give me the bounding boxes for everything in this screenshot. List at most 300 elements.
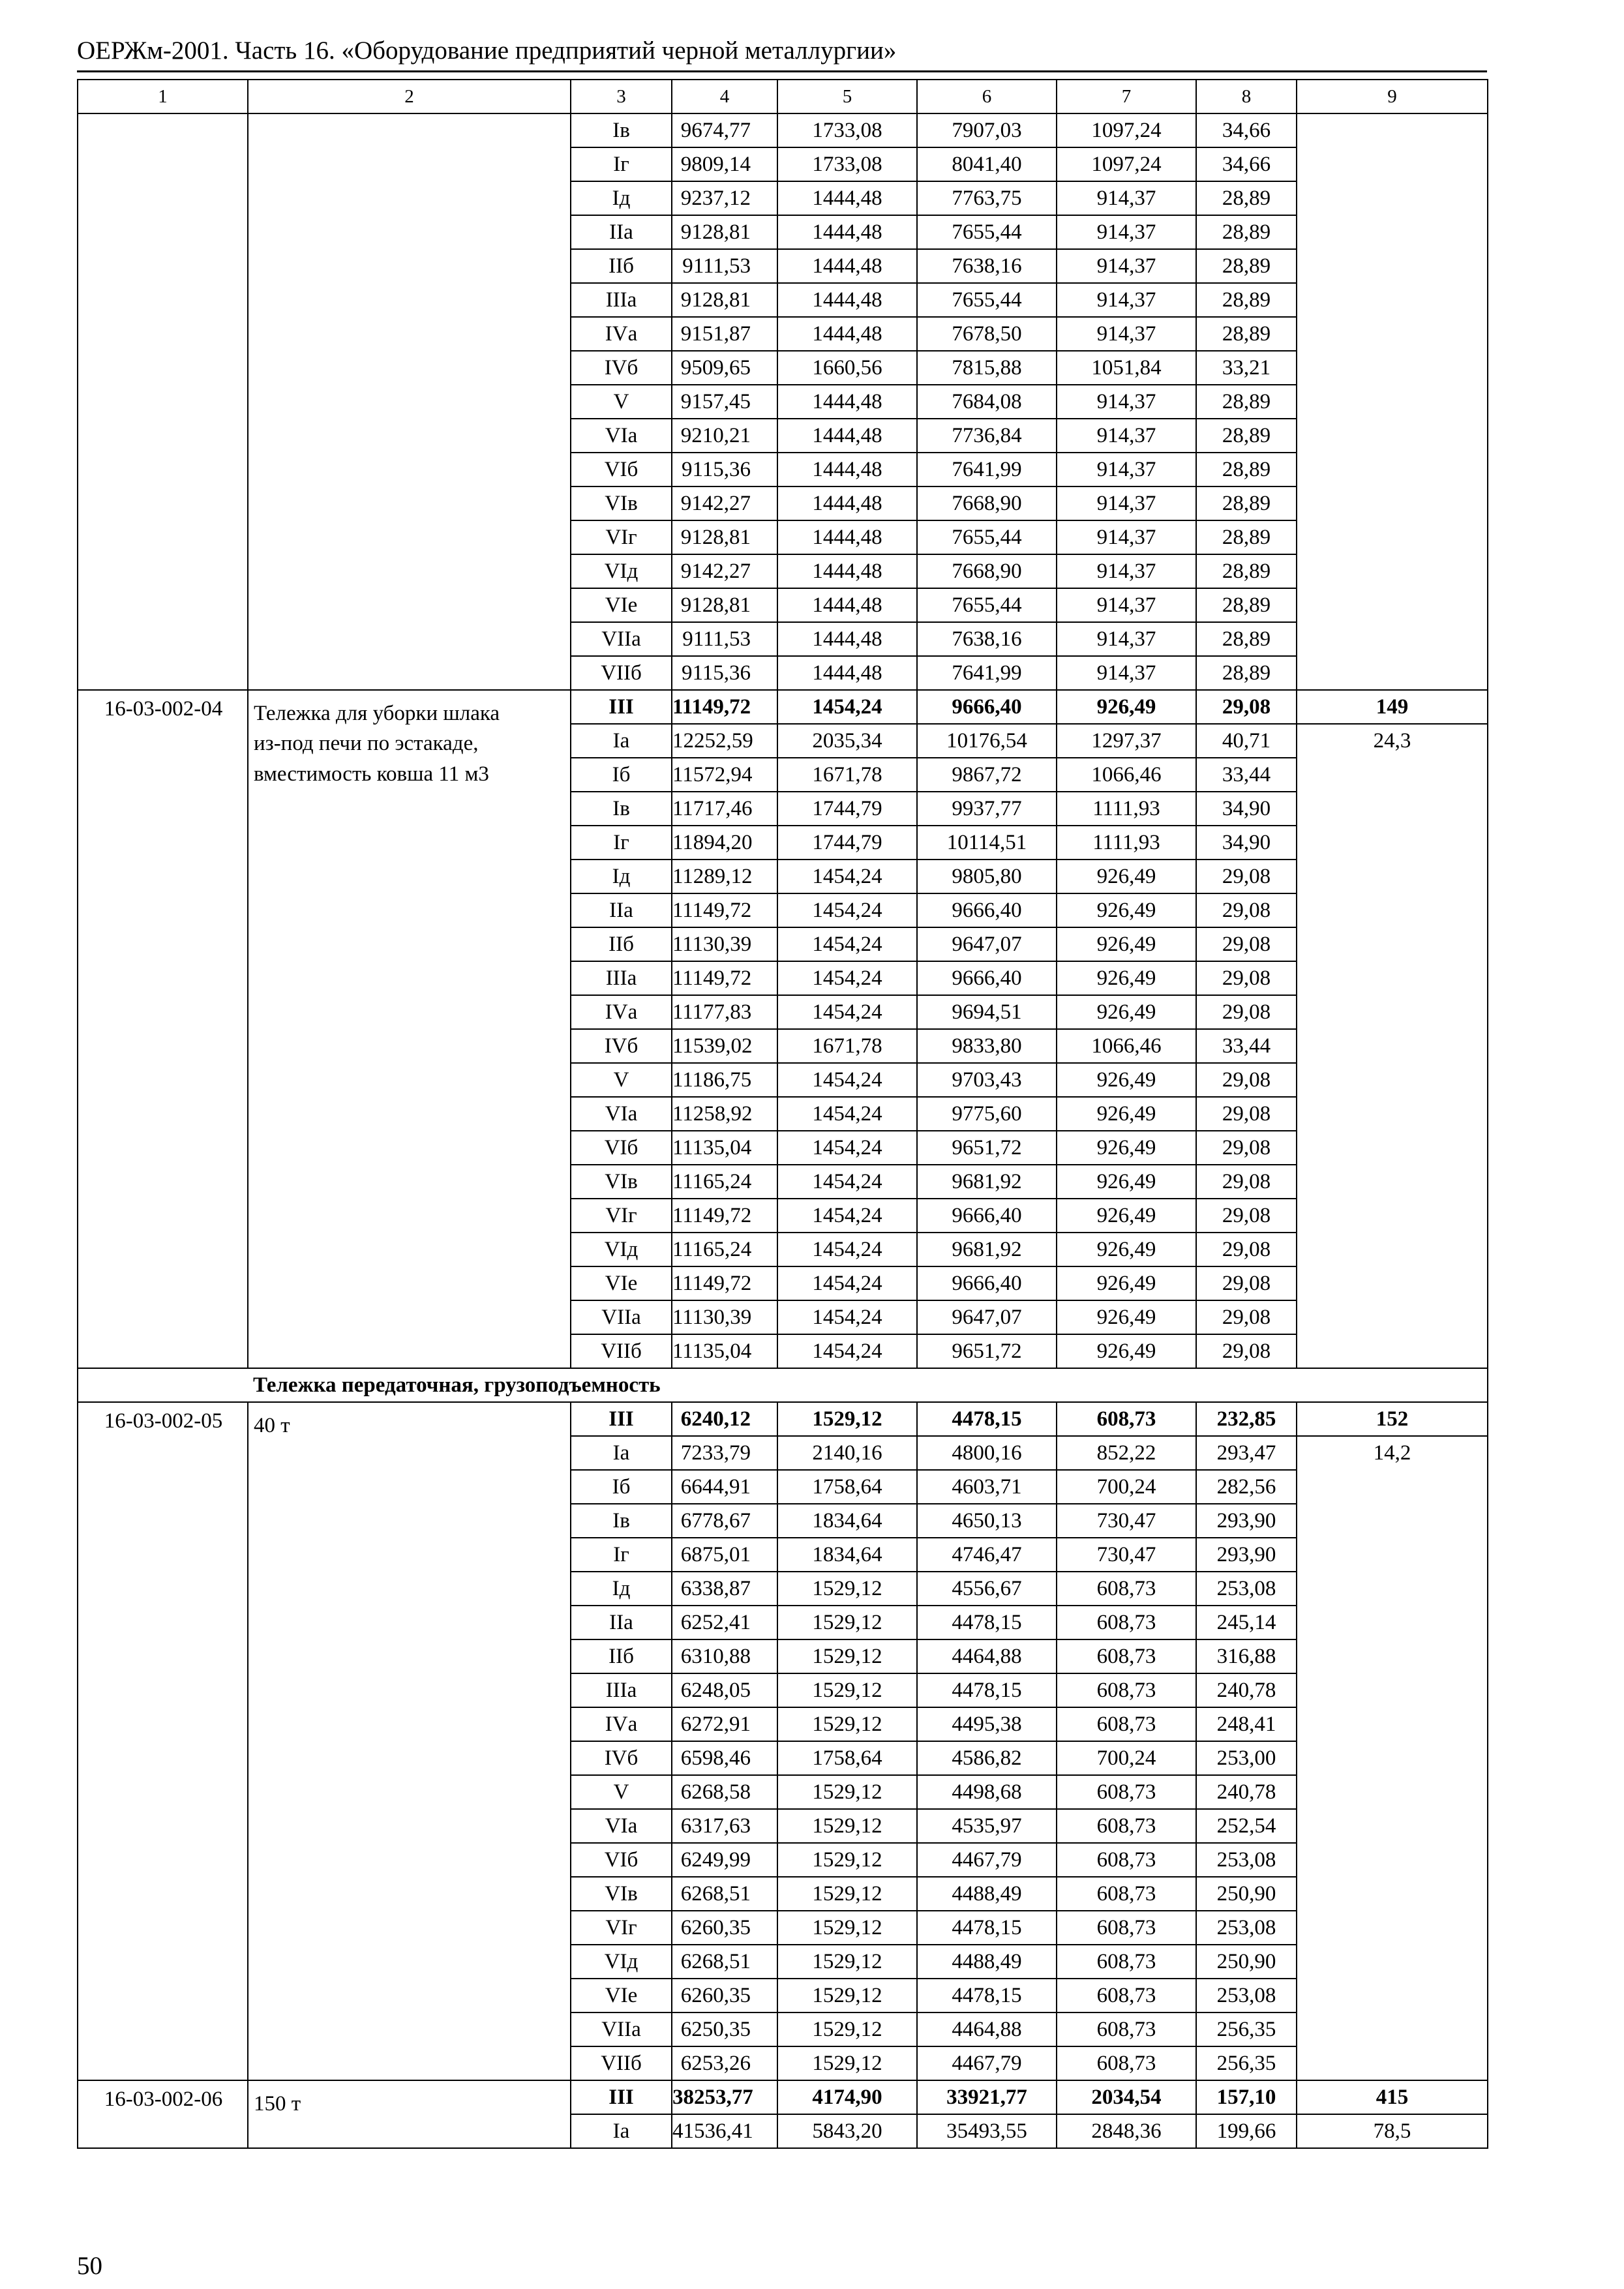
value-cell-c9 bbox=[1297, 961, 1488, 995]
table-row bbox=[78, 2080, 1488, 2114]
value-cell-c4: 9115,36 bbox=[672, 453, 777, 486]
item-description-cell bbox=[248, 1639, 571, 1673]
value-cell-c8: 34,90 bbox=[1196, 792, 1297, 826]
zone-cell: VIIа bbox=[571, 1300, 672, 1334]
value-cell-c9 bbox=[1297, 1979, 1488, 2012]
table-row bbox=[78, 283, 1488, 317]
table-row bbox=[78, 995, 1488, 1029]
value-cell-c4: 6598,46 bbox=[672, 1741, 777, 1775]
item-code-cell bbox=[78, 1199, 248, 1233]
value-cell-c5: 1444,48 bbox=[777, 520, 917, 554]
value-cell-c9 bbox=[1297, 1063, 1488, 1097]
item-code-cell bbox=[78, 656, 248, 690]
item-code-cell bbox=[78, 113, 248, 147]
item-code-cell bbox=[78, 486, 248, 520]
value-cell-c5: 1744,79 bbox=[777, 826, 917, 860]
value-cell-c7: 608,73 bbox=[1057, 1402, 1196, 1436]
value-cell-c7: 700,24 bbox=[1057, 1470, 1196, 1504]
zone-cell: Iа bbox=[571, 724, 672, 758]
value-cell-c4: 11572,94 bbox=[672, 758, 777, 792]
value-cell-c4: 6272,91 bbox=[672, 1707, 777, 1741]
value-cell-c9 bbox=[1297, 1877, 1488, 1911]
value-cell-c5: 1444,48 bbox=[777, 622, 917, 656]
header-rule bbox=[77, 70, 1487, 72]
item-description-cell bbox=[248, 927, 571, 961]
value-cell-c5: 1529,12 bbox=[777, 1877, 917, 1911]
value-cell-c8: 29,08 bbox=[1196, 893, 1297, 927]
value-cell-c4: 9157,45 bbox=[672, 385, 777, 419]
value-cell-c7: 914,37 bbox=[1057, 215, 1196, 249]
value-cell-c8: 34,66 bbox=[1196, 113, 1297, 147]
value-cell-c8: 253,08 bbox=[1196, 1911, 1297, 1945]
value-cell-c9: 415 bbox=[1297, 2080, 1488, 2114]
value-cell-c6: 4478,15 bbox=[917, 1673, 1057, 1707]
value-cell-c6: 4478,15 bbox=[917, 1402, 1057, 1436]
zone-cell: Iд bbox=[571, 181, 672, 215]
zone-cell: VIа bbox=[571, 1809, 672, 1843]
value-cell-c9 bbox=[1297, 486, 1488, 520]
item-description-cell bbox=[248, 1572, 571, 1606]
value-cell-c7: 914,37 bbox=[1057, 249, 1196, 283]
value-cell-c5: 1671,78 bbox=[777, 758, 917, 792]
item-description-cell bbox=[248, 486, 571, 520]
zone-cell: VIа bbox=[571, 1097, 672, 1131]
column-number: 9 bbox=[1297, 80, 1488, 113]
column-number: 8 bbox=[1196, 80, 1297, 113]
value-cell-c7: 914,37 bbox=[1057, 554, 1196, 588]
value-cell-c8: 34,90 bbox=[1196, 826, 1297, 860]
value-cell-c4: 9128,81 bbox=[672, 588, 777, 622]
value-cell-c8: 157,10 bbox=[1196, 2080, 1297, 2114]
value-cell-c7: 1111,93 bbox=[1057, 792, 1196, 826]
value-cell-c6: 9833,80 bbox=[917, 1029, 1057, 1063]
value-cell-c5: 1529,12 bbox=[777, 1809, 917, 1843]
column-numbers-row bbox=[78, 80, 1488, 113]
value-cell-c6: 4467,79 bbox=[917, 2046, 1057, 2080]
value-cell-c5: 1834,64 bbox=[777, 1504, 917, 1538]
value-cell-c8: 250,90 bbox=[1196, 1945, 1297, 1979]
value-cell-c6: 7668,90 bbox=[917, 554, 1057, 588]
value-cell-c8: 29,08 bbox=[1196, 1334, 1297, 1368]
value-cell-c9 bbox=[1297, 1300, 1488, 1334]
value-cell-c9 bbox=[1297, 1504, 1488, 1538]
value-cell-c9 bbox=[1297, 622, 1488, 656]
value-cell-c9 bbox=[1297, 1233, 1488, 1266]
value-cell-c4: 6268,51 bbox=[672, 1877, 777, 1911]
item-code-cell bbox=[78, 1470, 248, 1504]
zone-cell: IIIа bbox=[571, 1673, 672, 1707]
value-cell-c8: 33,44 bbox=[1196, 758, 1297, 792]
value-cell-c6: 7641,99 bbox=[917, 656, 1057, 690]
value-cell-c9 bbox=[1297, 181, 1488, 215]
value-cell-c5: 1529,12 bbox=[777, 1639, 917, 1673]
table-row bbox=[78, 927, 1488, 961]
value-cell-c6: 4464,88 bbox=[917, 2012, 1057, 2046]
value-cell-c8: 293,90 bbox=[1196, 1538, 1297, 1572]
item-description-cell bbox=[248, 385, 571, 419]
item-code-cell bbox=[78, 317, 248, 351]
item-description: 40 т bbox=[254, 1413, 290, 1437]
zone-cell: IIIа bbox=[571, 283, 672, 317]
value-cell-c4: 12252,59 bbox=[672, 724, 777, 758]
item-description-cell bbox=[248, 317, 571, 351]
value-cell-c9 bbox=[1297, 1572, 1488, 1606]
value-cell-c8: 253,08 bbox=[1196, 1572, 1297, 1606]
item-description-cell bbox=[248, 588, 571, 622]
value-cell-c8: 253,00 bbox=[1196, 1741, 1297, 1775]
value-cell-c7: 730,47 bbox=[1057, 1538, 1196, 1572]
item-description-cell bbox=[248, 1775, 571, 1809]
table-row bbox=[78, 1266, 1488, 1300]
value-cell-c9 bbox=[1297, 1165, 1488, 1199]
value-cell-c7: 608,73 bbox=[1057, 1911, 1196, 1945]
value-cell-c9 bbox=[1297, 893, 1488, 927]
value-cell-c8: 240,78 bbox=[1196, 1673, 1297, 1707]
value-cell-c5: 4174,90 bbox=[777, 2080, 917, 2114]
item-code-cell bbox=[78, 860, 248, 893]
table-row bbox=[78, 1300, 1488, 1334]
value-cell-c7: 914,37 bbox=[1057, 419, 1196, 453]
value-cell-c6: 9681,92 bbox=[917, 1233, 1057, 1266]
zone-cell: VIа bbox=[571, 419, 672, 453]
value-cell-c8: 252,54 bbox=[1196, 1809, 1297, 1843]
zone-cell: IVа bbox=[571, 317, 672, 351]
item-code-cell bbox=[78, 1877, 248, 1911]
value-cell-c4: 11149,72 bbox=[672, 1199, 777, 1233]
value-cell-c4: 9111,53 bbox=[672, 249, 777, 283]
value-cell-c4: 9142,27 bbox=[672, 554, 777, 588]
value-cell-c8: 28,89 bbox=[1196, 656, 1297, 690]
value-cell-c4: 9210,21 bbox=[672, 419, 777, 453]
value-cell-c9 bbox=[1297, 1843, 1488, 1877]
zone-cell: VIв bbox=[571, 1165, 672, 1199]
zone-cell: IIа bbox=[571, 1606, 672, 1639]
value-cell-c5: 1660,56 bbox=[777, 351, 917, 385]
value-cell-c6: 4603,71 bbox=[917, 1470, 1057, 1504]
value-cell-c4: 6875,01 bbox=[672, 1538, 777, 1572]
column-number: 2 bbox=[248, 80, 571, 113]
value-cell-c8: 29,08 bbox=[1196, 1300, 1297, 1334]
value-cell-c6: 8041,40 bbox=[917, 147, 1057, 181]
section-title-left-cell bbox=[78, 1368, 248, 1402]
value-cell-c4: 6260,35 bbox=[672, 1911, 777, 1945]
zone-cell: Iд bbox=[571, 860, 672, 893]
item-description-cell bbox=[248, 792, 571, 826]
table-row bbox=[78, 2114, 1488, 2148]
value-cell-c7: 926,49 bbox=[1057, 1165, 1196, 1199]
value-cell-c6: 9666,40 bbox=[917, 1266, 1057, 1300]
value-cell-c9 bbox=[1297, 215, 1488, 249]
item-code-cell bbox=[78, 351, 248, 385]
zone-cell: IVб bbox=[571, 351, 672, 385]
value-cell-c5: 1758,64 bbox=[777, 1741, 917, 1775]
table-row bbox=[78, 826, 1488, 860]
value-cell-c7: 2034,54 bbox=[1057, 2080, 1196, 2114]
zone-cell: III bbox=[571, 690, 672, 724]
value-cell-c9 bbox=[1297, 283, 1488, 317]
item-code-cell bbox=[78, 147, 248, 181]
value-cell-c4: 6268,51 bbox=[672, 1945, 777, 1979]
value-cell-c9 bbox=[1297, 1775, 1488, 1809]
value-cell-c5: 1529,12 bbox=[777, 2046, 917, 2080]
value-cell-c7: 1097,24 bbox=[1057, 147, 1196, 181]
value-cell-c8: 232,85 bbox=[1196, 1402, 1297, 1436]
value-cell-c7: 914,37 bbox=[1057, 317, 1196, 351]
value-cell-c7: 1051,84 bbox=[1057, 351, 1196, 385]
value-cell-c9 bbox=[1297, 860, 1488, 893]
value-cell-c4: 11130,39 bbox=[672, 927, 777, 961]
value-cell-c7: 914,37 bbox=[1057, 656, 1196, 690]
value-cell-c8: 256,35 bbox=[1196, 2046, 1297, 2080]
table-row bbox=[78, 554, 1488, 588]
value-cell-c8: 253,08 bbox=[1196, 1843, 1297, 1877]
column-number: 4 bbox=[672, 80, 777, 113]
item-description-cell bbox=[248, 1334, 571, 1368]
table-row bbox=[78, 622, 1488, 656]
value-cell-c7: 926,49 bbox=[1057, 995, 1196, 1029]
value-cell-c4: 11149,72 bbox=[672, 961, 777, 995]
value-cell-c8: 29,08 bbox=[1196, 1131, 1297, 1165]
item-code-cell bbox=[78, 1233, 248, 1266]
value-cell-c7: 1066,46 bbox=[1057, 758, 1196, 792]
value-cell-c5: 1454,24 bbox=[777, 893, 917, 927]
page-header: ОЕРЖм-2001. Часть 16. «Оборудование предприятий черной металлургии» bbox=[77, 37, 897, 65]
value-cell-c6: 7641,99 bbox=[917, 453, 1057, 486]
value-cell-c7: 608,73 bbox=[1057, 1707, 1196, 1741]
value-cell-c9 bbox=[1297, 1911, 1488, 1945]
item-code-cell bbox=[78, 385, 248, 419]
value-cell-c6: 9651,72 bbox=[917, 1334, 1057, 1368]
value-cell-c7: 608,73 bbox=[1057, 1775, 1196, 1809]
value-cell-c6: 4464,88 bbox=[917, 1639, 1057, 1673]
value-cell-c4: 41536,41 bbox=[672, 2114, 777, 2148]
zone-cell: VIIа bbox=[571, 622, 672, 656]
value-cell-c6: 4495,38 bbox=[917, 1707, 1057, 1741]
item-description-cell bbox=[248, 1979, 571, 2012]
value-cell-c5: 1529,12 bbox=[777, 1402, 917, 1436]
value-cell-c4: 6778,67 bbox=[672, 1504, 777, 1538]
value-cell-c4: 11289,12 bbox=[672, 860, 777, 893]
item-description-cell bbox=[248, 453, 571, 486]
zone-cell: VIв bbox=[571, 486, 672, 520]
item-code-cell bbox=[78, 758, 248, 792]
value-cell-c7: 926,49 bbox=[1057, 961, 1196, 995]
value-cell-c6: 4800,16 bbox=[917, 1436, 1057, 1470]
value-cell-c7: 926,49 bbox=[1057, 690, 1196, 724]
value-cell-c9 bbox=[1297, 1029, 1488, 1063]
value-cell-c9 bbox=[1297, 520, 1488, 554]
item-description-cell bbox=[248, 520, 571, 554]
value-cell-c8: 28,89 bbox=[1196, 453, 1297, 486]
item-code-cell bbox=[78, 893, 248, 927]
item-description-cell bbox=[248, 1741, 571, 1775]
table-row bbox=[78, 1979, 1488, 2012]
value-cell-c5: 1529,12 bbox=[777, 1911, 917, 1945]
value-cell-c7: 608,73 bbox=[1057, 2012, 1196, 2046]
value-cell-c8: 293,90 bbox=[1196, 1504, 1297, 1538]
item-code-cell bbox=[78, 622, 248, 656]
item-description-cell bbox=[248, 690, 571, 786]
value-cell-c5: 1454,24 bbox=[777, 690, 917, 724]
item-code-cell bbox=[78, 1741, 248, 1775]
item-code-cell bbox=[78, 554, 248, 588]
zone-cell: VIIб bbox=[571, 2046, 672, 2080]
value-cell-c9 bbox=[1297, 1741, 1488, 1775]
zone-cell: VIг bbox=[571, 520, 672, 554]
item-description-cell bbox=[248, 2012, 571, 2046]
table-row bbox=[78, 453, 1488, 486]
value-cell-c7: 914,37 bbox=[1057, 181, 1196, 215]
zone-cell: Iг bbox=[571, 826, 672, 860]
table-row bbox=[78, 1639, 1488, 1673]
value-cell-c5: 1529,12 bbox=[777, 1673, 917, 1707]
value-cell-c8: 29,08 bbox=[1196, 860, 1297, 893]
value-cell-c8: 28,89 bbox=[1196, 554, 1297, 588]
table-row bbox=[78, 1572, 1488, 1606]
value-cell-c8: 29,08 bbox=[1196, 1165, 1297, 1199]
item-description-cell bbox=[248, 2114, 571, 2148]
value-cell-c5: 1733,08 bbox=[777, 113, 917, 147]
value-cell-c5: 1444,48 bbox=[777, 385, 917, 419]
table-row bbox=[78, 1843, 1488, 1877]
value-cell-c7: 608,73 bbox=[1057, 1843, 1196, 1877]
value-cell-c6: 7655,44 bbox=[917, 588, 1057, 622]
value-cell-c8: 199,66 bbox=[1196, 2114, 1297, 2148]
table-row bbox=[78, 860, 1488, 893]
table-row bbox=[78, 351, 1488, 385]
value-cell-c8: 28,89 bbox=[1196, 283, 1297, 317]
value-cell-c6: 9651,72 bbox=[917, 1131, 1057, 1165]
value-cell-c4: 7233,79 bbox=[672, 1436, 777, 1470]
value-cell-c4: 11149,72 bbox=[672, 690, 777, 724]
zone-cell: VIе bbox=[571, 1979, 672, 2012]
item-description-cell bbox=[248, 1097, 571, 1131]
section-title-row bbox=[78, 1368, 1488, 1402]
zone-cell: VIе bbox=[571, 1266, 672, 1300]
value-cell-c5: 1529,12 bbox=[777, 2012, 917, 2046]
value-cell-c7: 852,22 bbox=[1057, 1436, 1196, 1470]
value-cell-c4: 9809,14 bbox=[672, 147, 777, 181]
value-cell-c4: 9509,65 bbox=[672, 351, 777, 385]
value-cell-c9 bbox=[1297, 758, 1488, 792]
value-cell-c4: 6252,41 bbox=[672, 1606, 777, 1639]
item-code-cell bbox=[78, 1266, 248, 1300]
value-cell-c5: 1444,48 bbox=[777, 317, 917, 351]
value-cell-c8: 29,08 bbox=[1196, 927, 1297, 961]
value-cell-c9 bbox=[1297, 995, 1488, 1029]
value-cell-c9: 149 bbox=[1297, 690, 1488, 724]
value-cell-c6: 9666,40 bbox=[917, 893, 1057, 927]
value-cell-c5: 1454,24 bbox=[777, 1334, 917, 1368]
value-cell-c6: 4586,82 bbox=[917, 1741, 1057, 1775]
value-cell-c9: 152 bbox=[1297, 1402, 1488, 1436]
value-cell-c6: 4535,97 bbox=[917, 1809, 1057, 1843]
item-description-cell bbox=[248, 995, 571, 1029]
value-cell-c8: 29,08 bbox=[1196, 961, 1297, 995]
value-cell-c4: 38253,77 bbox=[672, 2080, 777, 2114]
table-row bbox=[78, 317, 1488, 351]
zone-cell: Iг bbox=[571, 1538, 672, 1572]
value-cell-c9 bbox=[1297, 927, 1488, 961]
item-description-cell bbox=[248, 215, 571, 249]
zone-cell: VIд bbox=[571, 1945, 672, 1979]
zone-cell: VIIа bbox=[571, 2012, 672, 2046]
value-cell-c5: 1454,24 bbox=[777, 860, 917, 893]
value-cell-c6: 10114,51 bbox=[917, 826, 1057, 860]
value-cell-c5: 1444,48 bbox=[777, 181, 917, 215]
value-cell-c7: 608,73 bbox=[1057, 1639, 1196, 1673]
item-description-cell bbox=[248, 1165, 571, 1199]
item-code-cell bbox=[78, 2080, 248, 2114]
item-description: Тележка для уборки шлака из-под печи по эстакаде, вместимость ковша 11 м3 bbox=[254, 701, 500, 786]
item-code-cell bbox=[78, 283, 248, 317]
item-code-cell bbox=[78, 1029, 248, 1063]
value-cell-c8: 33,44 bbox=[1196, 1029, 1297, 1063]
value-cell-c6: 9805,80 bbox=[917, 860, 1057, 893]
value-cell-c7: 608,73 bbox=[1057, 1877, 1196, 1911]
zone-cell: VIд bbox=[571, 554, 672, 588]
value-cell-c7: 926,49 bbox=[1057, 1334, 1196, 1368]
value-cell-c4: 11717,46 bbox=[672, 792, 777, 826]
value-cell-c5: 1529,12 bbox=[777, 1979, 917, 2012]
item-code: 16-03-002-04 bbox=[104, 696, 223, 721]
item-code-cell bbox=[78, 1402, 248, 1436]
item-code-cell bbox=[78, 1843, 248, 1877]
value-cell-c8: 29,08 bbox=[1196, 1063, 1297, 1097]
value-cell-c8: 33,21 bbox=[1196, 351, 1297, 385]
item-code-cell bbox=[78, 1945, 248, 1979]
item-code-cell bbox=[78, 1775, 248, 1809]
value-cell-c5: 1454,24 bbox=[777, 1063, 917, 1097]
value-cell-c9 bbox=[1297, 1809, 1488, 1843]
value-cell-c8: 28,89 bbox=[1196, 215, 1297, 249]
item-code-cell bbox=[78, 1707, 248, 1741]
value-cell-c9 bbox=[1297, 656, 1488, 690]
value-cell-c6: 7763,75 bbox=[917, 181, 1057, 215]
item-code-cell bbox=[78, 961, 248, 995]
column-number: 7 bbox=[1057, 80, 1196, 113]
value-cell-c6: 7736,84 bbox=[917, 419, 1057, 453]
table-row bbox=[78, 1470, 1488, 1504]
value-cell-c5: 1454,24 bbox=[777, 1266, 917, 1300]
value-cell-c8: 28,89 bbox=[1196, 419, 1297, 453]
value-cell-c8: 29,08 bbox=[1196, 690, 1297, 724]
value-cell-c8: 28,89 bbox=[1196, 588, 1297, 622]
value-cell-c7: 608,73 bbox=[1057, 1979, 1196, 2012]
value-cell-c8: 34,66 bbox=[1196, 147, 1297, 181]
value-cell-c8: 28,89 bbox=[1196, 317, 1297, 351]
value-cell-c4: 11149,72 bbox=[672, 1266, 777, 1300]
value-cell-c7: 914,37 bbox=[1057, 283, 1196, 317]
item-description-cell bbox=[248, 181, 571, 215]
table-row bbox=[78, 1334, 1488, 1368]
item-code-cell bbox=[78, 215, 248, 249]
zone-cell: V bbox=[571, 1775, 672, 1809]
value-cell-c7: 926,49 bbox=[1057, 1300, 1196, 1334]
table-row bbox=[78, 1233, 1488, 1266]
table-row bbox=[78, 419, 1488, 453]
zone-cell: Iб bbox=[571, 758, 672, 792]
column-number: 3 bbox=[571, 80, 672, 113]
item-description-cell bbox=[248, 1131, 571, 1165]
value-cell-c5: 1758,64 bbox=[777, 1470, 917, 1504]
item-code-cell bbox=[78, 1504, 248, 1538]
value-cell-c7: 926,49 bbox=[1057, 1266, 1196, 1300]
value-cell-c5: 5843,20 bbox=[777, 2114, 917, 2148]
value-cell-c9 bbox=[1297, 1639, 1488, 1673]
table-row bbox=[78, 588, 1488, 622]
section-title: Тележка передаточная, грузоподъемность bbox=[248, 1368, 1488, 1402]
